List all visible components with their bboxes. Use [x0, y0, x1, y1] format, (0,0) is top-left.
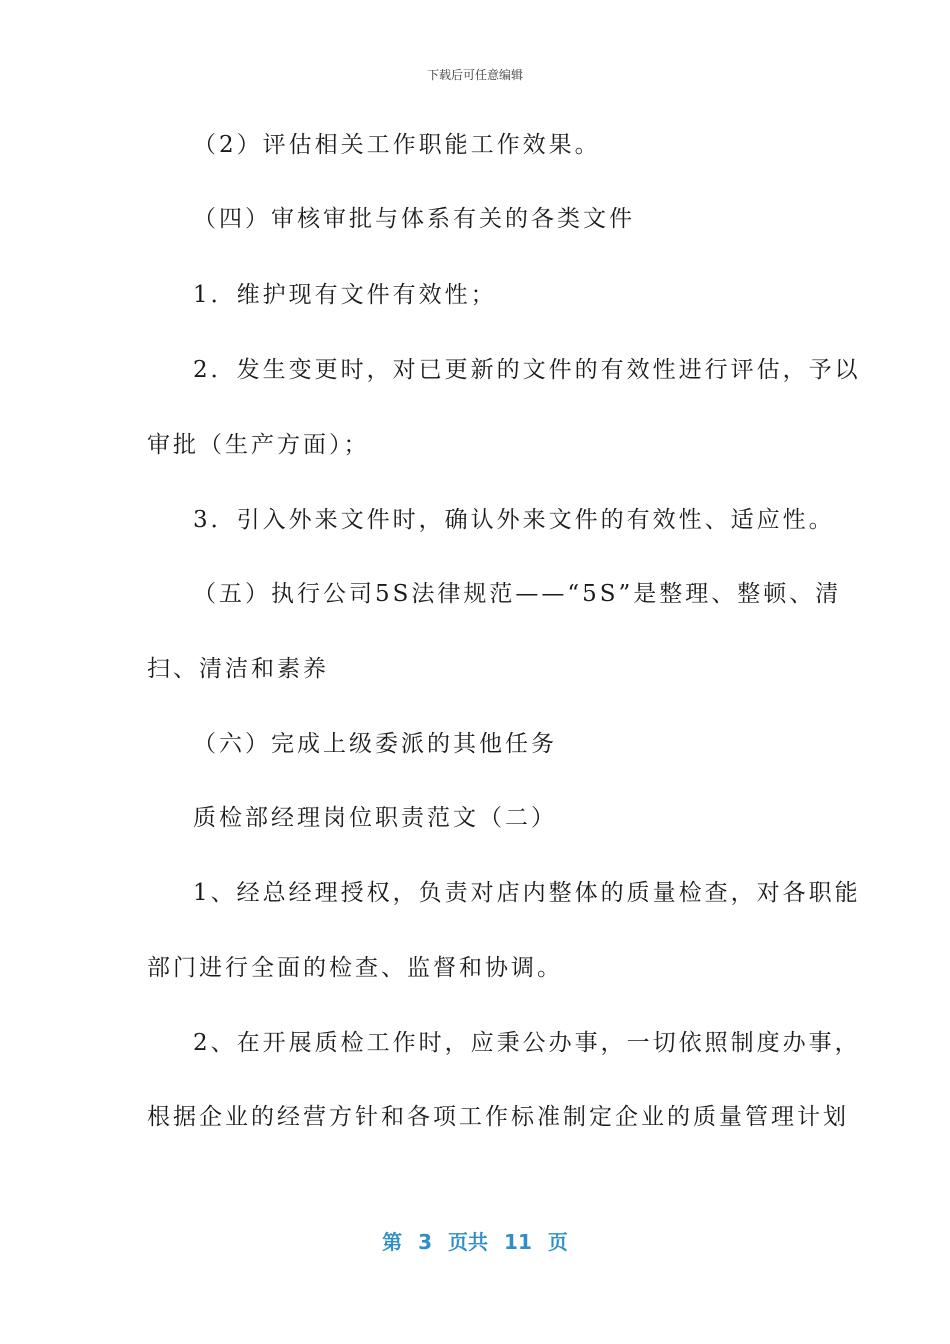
- total-pages-number: 11: [504, 1230, 532, 1254]
- section-heading: （五）执行公司5S法律规范——“5S”是整理、整顿、清: [193, 581, 842, 607]
- paragraph-line: 1．维护现有文件有效性；: [193, 282, 497, 308]
- page-number-footer: [0, 1226, 950, 1255]
- section-heading: （四）审核审批与体系有关的各类文件: [193, 206, 635, 232]
- page-label-middle: 页共: [448, 1230, 489, 1254]
- page-header-note: 下载后可任意编辑: [426, 68, 523, 82]
- paragraph-line: 扫、清洁和素养: [147, 656, 329, 682]
- paragraph-line: 根据企业的经营方针和各项工作标准制定企业的质量管理计划: [147, 1104, 849, 1130]
- page-label-suffix: 页: [547, 1230, 568, 1254]
- paragraph-line: 部门进行全面的检查、监督和协调。: [147, 955, 563, 981]
- section-heading: （六）完成上级委派的其他任务: [193, 731, 557, 757]
- paragraph-line: 1、经总经理授权，负责对店内整体的质量检查，对各职能: [193, 880, 861, 906]
- page-label-prefix: 第: [382, 1230, 403, 1254]
- paragraph-line: 3．引入外来文件时，确认外来文件的有效性、适应性。: [193, 507, 835, 533]
- current-page-number: 3: [418, 1230, 433, 1254]
- paragraph-line: 2．发生变更时，对已更新的文件的有效性进行评估，予以: [193, 357, 861, 383]
- paragraph-line: 审批（生产方面）；: [147, 432, 370, 458]
- paragraph-line: （2）评估相关工作职能工作效果。: [193, 132, 601, 158]
- document-subtitle: 质检部经理岗位职责范文（二）: [193, 805, 557, 831]
- paragraph-line: 2、在开展质检工作时，应秉公办事，一切依照制度办事，: [193, 1030, 861, 1056]
